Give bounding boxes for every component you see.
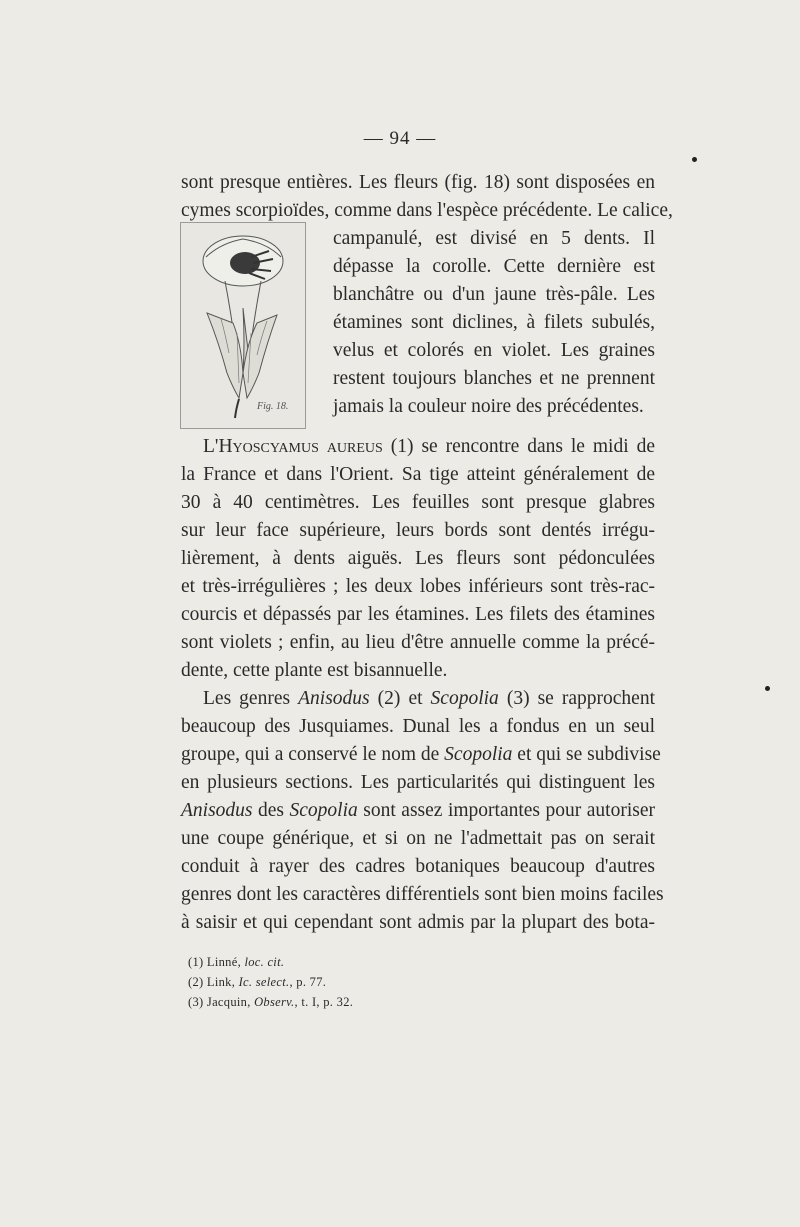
text-line: dépasse la corolle. Cette dernière est	[333, 256, 655, 277]
text-line: une coupe générique, et si on ne l'admettait pas on serait	[181, 828, 655, 849]
text-line: Les genres Anisodus (2) et Scopolia (3) se rapprochent	[203, 688, 655, 709]
genus-name: Scopolia	[430, 688, 499, 709]
text-line: et très-irrégulières ; les deux lobes inférieurs sont très-rac-	[181, 576, 655, 597]
text-line: campanulé, est divisé en 5 dents. Il	[333, 228, 655, 249]
text-line: cymes scorpioïdes, comme dans l'espèce précédente. Le calice,	[181, 200, 673, 221]
page-number: — 94 —	[363, 128, 437, 149]
text-line: L'Hyoscyamus aureus (1) se rencontre dans le midi de	[203, 436, 655, 457]
footnote: (3) Jacquin, Observ., t. I, p. 32.	[188, 995, 354, 1009]
text-line: la France et dans l'Orient. Sa tige atteint généralement de	[181, 464, 655, 485]
page-speck	[765, 686, 770, 691]
text-line: genres dont les caractères différentiels sont bien moins faciles	[181, 884, 664, 905]
text-line: sur leur face supérieure, leurs bords sont dentés irrégu-	[181, 520, 655, 541]
genus-name: Anisodus	[298, 688, 370, 709]
text-line: Anisodus des Scopolia sont assez importantes pour autoriser	[181, 800, 655, 821]
figure-label: Fig. 18.	[257, 401, 289, 412]
text-line: velus et colorés en violet. Les graines	[333, 340, 655, 361]
text-line: à saisir et qui cependant sont admis par la plupart des bota-	[181, 912, 655, 933]
text-line: en plusieurs sections. Les particularités qui distinguent les	[181, 772, 655, 793]
text-line: restent toujours blanches et ne prennent	[333, 368, 655, 389]
genus-name: Scopolia	[289, 800, 358, 821]
text-line: sont presque entières. Les fleurs (fig. 18) sont disposées en	[181, 172, 655, 193]
text-line: jamais la couleur noire des précédentes.	[333, 396, 644, 417]
footnote: (1) Linné, loc. cit.	[188, 955, 285, 969]
genus-name: Scopolia	[444, 744, 513, 765]
text-line: dente, cette plante est bisannuelle.	[181, 660, 448, 681]
text-line: lièrement, à dents aiguës. Les fleurs sont pédonculées	[181, 548, 655, 569]
genus-name: Anisodus	[181, 800, 253, 821]
text-line: 30 à 40 centimètres. Les feuilles sont presque glabres	[181, 492, 655, 513]
text-line: beaucoup des Jusquiames. Dunal les a fondus en un seul	[181, 716, 655, 737]
figure-18	[180, 222, 306, 429]
text-line: groupe, qui a conservé le nom de Scopolia et qui se subdivise	[181, 744, 661, 765]
text-line: courcis et dépassés par les étamines. Les filets des étamines	[181, 604, 655, 625]
page-speck	[692, 157, 697, 162]
text-line: blanchâtre ou d'un jaune très-pâle. Les	[333, 284, 655, 305]
footnote: (2) Link, Ic. select., p. 77.	[188, 975, 327, 989]
text-line: étamines sont diclines, à filets subulés,	[333, 312, 655, 333]
text-line: sont violets ; enfin, au lieu d'être annuelle comme la précé-	[181, 632, 655, 653]
species-name: Hyoscyamus aureus	[218, 436, 383, 457]
flower-illustration	[181, 223, 305, 428]
text-line: conduit à rayer des cadres botaniques beaucoup d'autres	[181, 856, 655, 877]
